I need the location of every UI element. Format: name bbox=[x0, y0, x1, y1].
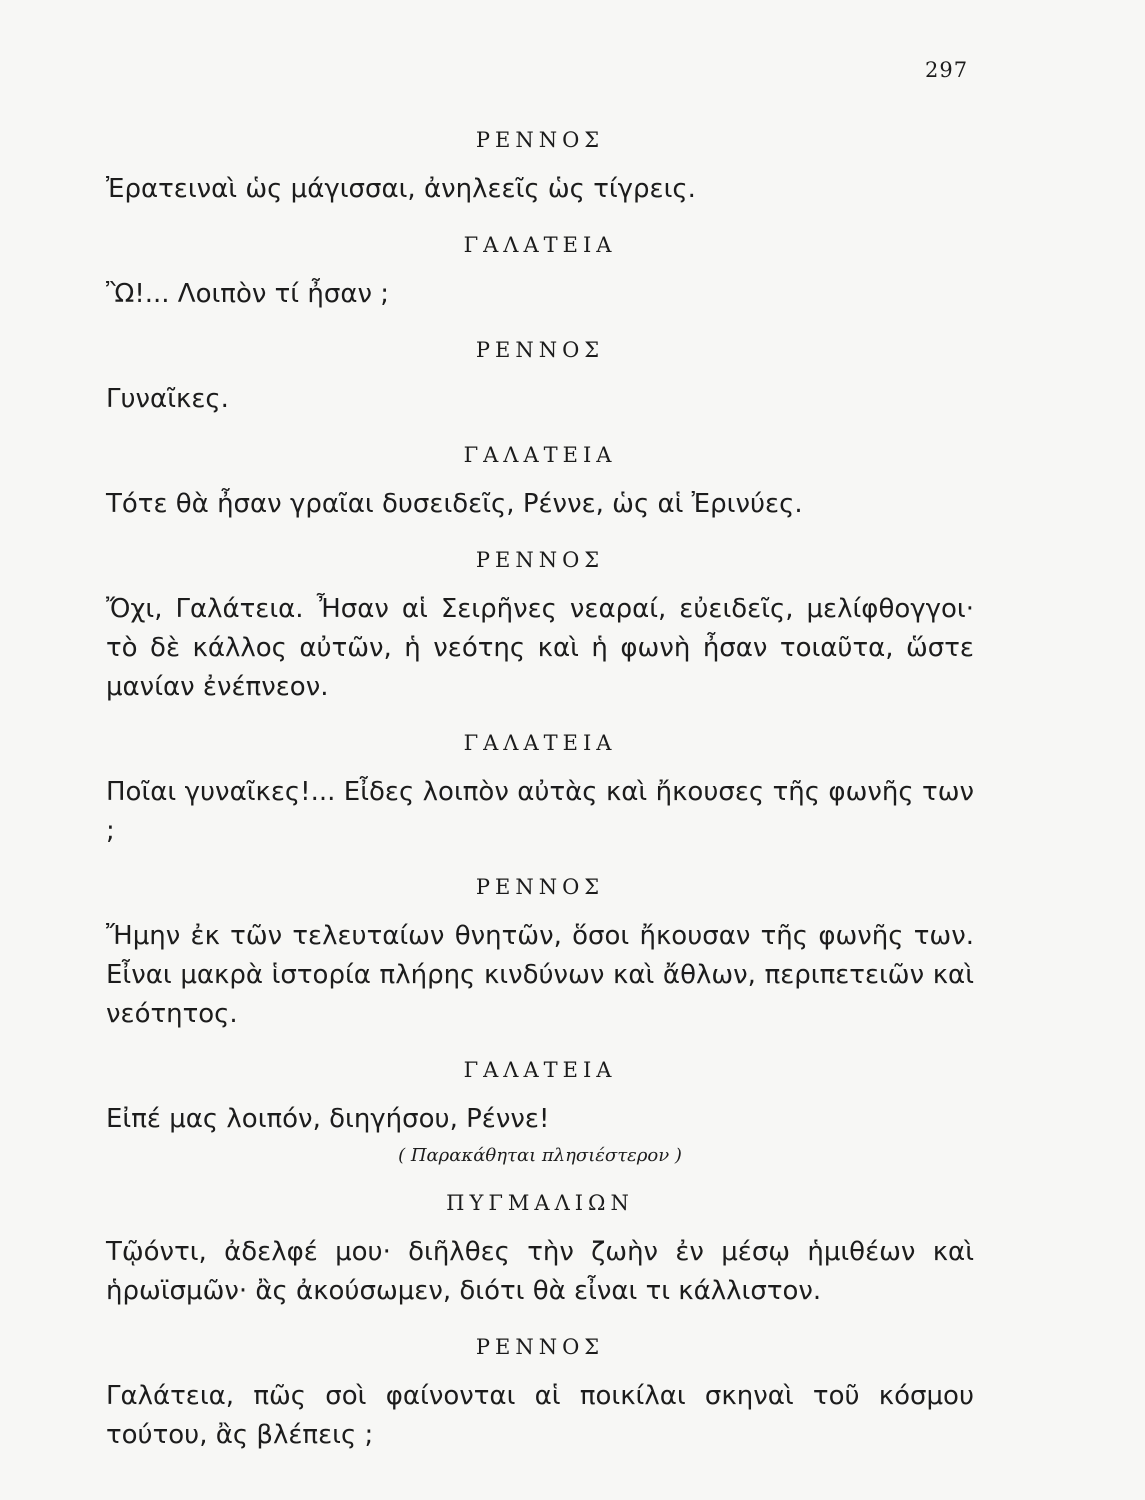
dialogue-line: Εἰπέ μας λοιπόν, διηγήσου, Ρέννε! bbox=[106, 1104, 550, 1134]
dialogue-line: Γαλάτεια, πῶς σοὶ φαίνονται αἱ ποικίλαι σκηναὶ τοῦ κόσμου τούτου, ἂς βλέπεις ; bbox=[106, 1381, 974, 1450]
speaker-name: ΡΕΝΝΟΣ bbox=[475, 875, 605, 899]
speaker-name: ΓΑΛΑΤΕΙΑ bbox=[463, 731, 617, 755]
speaker-name: ΓΑΛΑΤΕΙΑ bbox=[463, 443, 617, 467]
speaker-name: ΓΑΛΑΤΕΙΑ bbox=[463, 233, 617, 257]
page-number: 297 bbox=[925, 58, 969, 82]
stage-direction: ( Παρακάθηται πλησιέστερον ) bbox=[398, 1145, 682, 1166]
play-text bbox=[106, 124, 974, 1455]
dialogue-line: Ἤμην ἐκ τῶν τελευταίων θνητῶν, ὅσοι ἤκουσαν τῆς φωνῆς των. Εἶναι μακρὰ ἱστορία πλήρης κινδύνων καὶ ἄθλων, περιπετειῶν καὶ νεότητος. bbox=[106, 921, 974, 1029]
speaker-name: ΡΕΝΝΟΣ bbox=[475, 128, 605, 152]
speaker-name: ΡΕΝΝΟΣ bbox=[475, 1335, 605, 1359]
speaker-name: ΡΕΝΝΟΣ bbox=[475, 548, 605, 572]
speaker-name: ΡΕΝΝΟΣ bbox=[475, 338, 605, 362]
dialogue-line: Ὄχι, Γαλάτεια. Ἦσαν αἱ Σειρῆνες νεαραί, εὐειδεῖς, μελίφθογγοι· τὸ δὲ κάλλος αὐτῶν, ἡ νεότης καὶ ἡ φωνὴ ἦσαν τοιαῦτα, ὥστε μανίαν ἐνέπνεον. bbox=[106, 594, 974, 702]
dialogue-line: Ὢ!... Λοιπὸν τί ἦσαν ; bbox=[106, 279, 390, 309]
dialogue-line: Τῷόντι, ἀδελφέ μου· διῆλθες τὴν ζωὴν ἐν μέσῳ ἡμιθέων καὶ ἡρωϊσμῶν· ἂς ἀκούσωμεν, διότι θὰ εἶναι τι κάλλιστον. bbox=[106, 1237, 974, 1306]
dialogue-line: Ἐρατειναὶ ὡς μάγισσαι, ἀνηλεεῖς ὡς τίγρεις. bbox=[106, 174, 696, 204]
dialogue-line: Ποῖαι γυναῖκες!... Εἶδες λοιπὸν αὐτὰς καὶ ἤκουσες τῆς φωνῆς των ; bbox=[106, 777, 974, 846]
dialogue-line: Τότε θὰ ἦσαν γραῖαι δυσειδεῖς, Ρέννε, ὡς αἱ Ἐρινύες. bbox=[106, 489, 803, 519]
dialogue-line: Γυναῖκες. bbox=[106, 384, 229, 414]
speaker-name: ΠΥΓΜΑΛΙΩΝ bbox=[446, 1191, 634, 1215]
speaker-name: ΓΑΛΑΤΕΙΑ bbox=[463, 1058, 617, 1082]
